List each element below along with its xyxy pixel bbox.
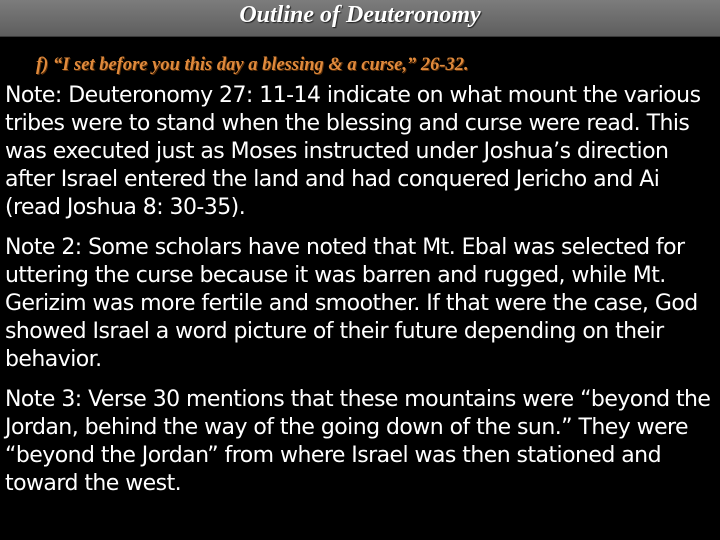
note-3-text: Verse 30 mentions that these mountains were “beyond the Jordan, behind the way of the going down of the sun.” They were “beyond the Jordan” from where Israel was then stationed and toward the west.	[5, 387, 711, 496]
note-3	[5, 386, 717, 498]
title-bar	[0, 0, 720, 37]
note-2	[5, 234, 717, 374]
note-1	[5, 82, 717, 222]
note-3-label: Note 3:	[5, 387, 82, 412]
slide-title: Outline of Deuteronomy	[239, 2, 481, 28]
notes-body	[5, 82, 717, 510]
note-1-label: Note:	[5, 83, 62, 108]
slide-subtitle: f) “I set before you this day a blessing & a curse,” 26-32.	[36, 55, 469, 75]
note-2-label: Note 2:	[5, 235, 82, 260]
note-1-text: Deuteronomy 27: 11-14 indicate on what mount the various tribes were to stand when the blessing and curse were read. This was executed just as Moses instructed under Joshua’s direction after Israel entered the land and had conquered Jericho and Ai (read Joshua 8: 30-35).	[5, 83, 701, 220]
note-2-text: Some scholars have noted that Mt. Ebal was selected for uttering the curse because it was barren and rugged, while Mt. Gerizim was more fertile and smoother. If that were the case, God showed Israel a word picture of their future depending on their behavior.	[5, 235, 698, 372]
